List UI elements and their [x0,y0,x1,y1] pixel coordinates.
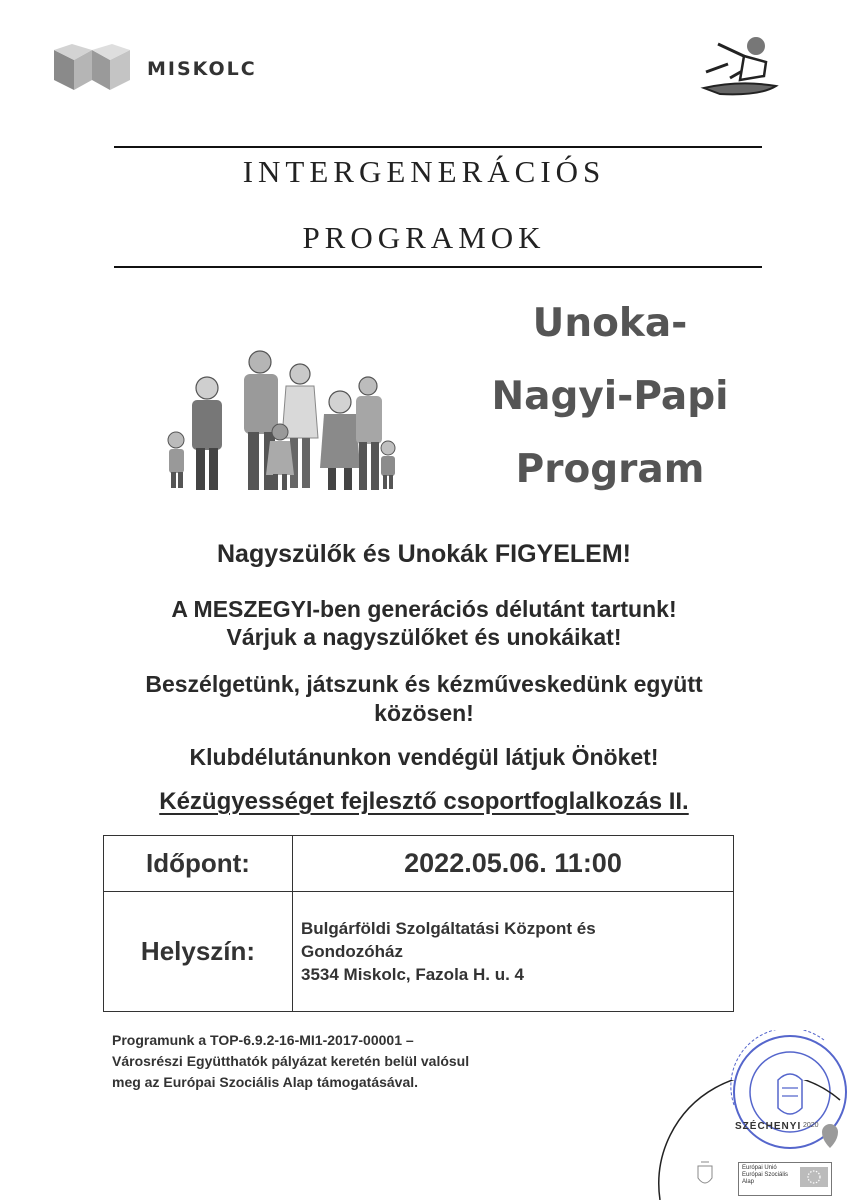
event-title: Kézügyességet fejlesztő csoportfoglalkozás II. [159,788,689,815]
program-title-line2: Nagyi-Papi [491,374,729,419]
program-title-line3: Program [515,447,705,492]
eu-line2: Európai Szociális [742,1172,789,1178]
bottom-rule [114,266,762,268]
event-info-table [103,835,734,1012]
paragraph2-line1: Beszélgetünk, játszunk és kézműveskedünk együtt [145,671,703,697]
logo-text: MISKOLC [147,58,257,80]
miskolc-logo-icon [52,44,132,94]
eu-line1: Európai Unió [742,1165,777,1171]
funding-line3: meg az Európai Szociális Alap támogatásával. [112,1074,419,1090]
place-value [293,892,734,1012]
paragraph1-line2: Várjuk a nagyszülőket és unokáikat! [226,624,622,650]
top-rule [114,146,762,148]
eu-flag-icon [800,1167,828,1187]
headline: Nagyszülők és Unokák FIGYELEM! [217,540,631,568]
szechenyi-label: SZÉCHENYI [735,1121,802,1132]
paragraph3: Klubdélutánunkon vendégül látjuk Önöket! [189,744,659,770]
program-title-line1: Unoka- [532,301,688,346]
funding-note [112,1030,469,1093]
title-line1: INTERGENERÁCIÓS [242,154,606,189]
place-line1: Bulgárföldi Szolgáltatási Központ és [301,919,596,938]
paragraph2-line2: közösen! [374,700,474,726]
paragraph1-line1: A MESZEGYI-ben generációs délutánt tartunk! [171,596,677,622]
time-label: Időpont: [104,836,293,892]
coat-of-arms-icon [695,1158,715,1190]
place-line3: 3534 Miskolc, Fazola H. u. 4 [301,965,524,984]
family-pictogram-icon [700,34,780,98]
title-line2: PROGRAMOK [302,220,546,255]
time-value: 2022.05.06. 11:00 [293,836,734,892]
szechenyi-year: 2020 [803,1122,819,1129]
family-illustration [160,340,400,500]
funding-line1: Programunk a TOP-6.9.2-16-MI1-2017-00001 – [112,1032,414,1048]
eu-line3: Alap [742,1179,755,1185]
funding-line2: Városrészi Együtthatók pályázat keretén belül valósul [112,1053,470,1069]
place-line2: Gondozóház [301,942,403,961]
place-label: Helyszín: [104,892,293,1012]
eu-logo-box [738,1162,832,1196]
